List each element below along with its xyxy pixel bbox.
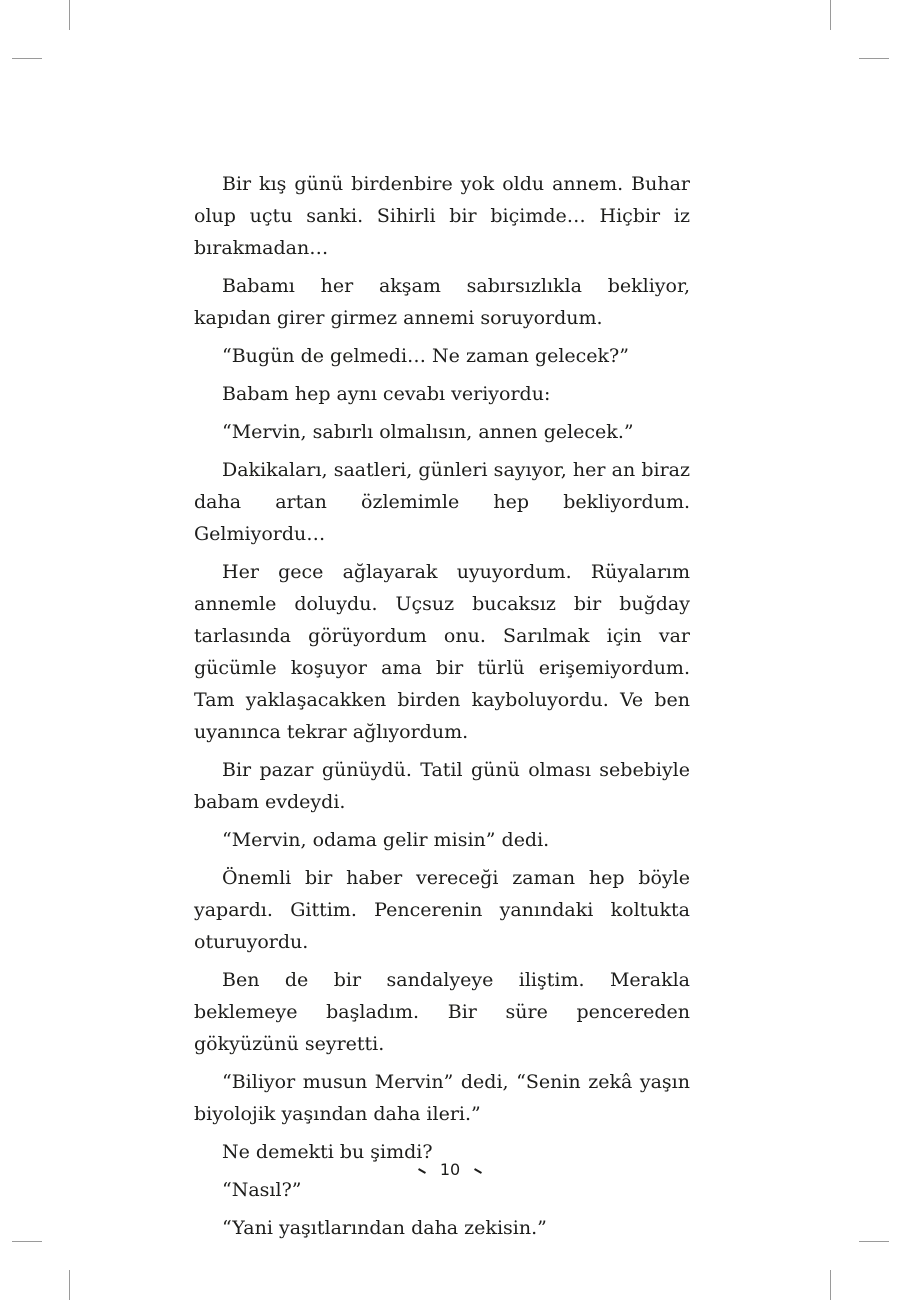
paragraph: “Nasıl?” bbox=[222, 1179, 302, 1201]
ornament-left-icon bbox=[418, 1168, 426, 1174]
paragraph: Önemli bir haber vereceği zaman hep böyle yapardı. Gittim. Pencerenin yanındaki koltukta oturuyordu. bbox=[194, 867, 690, 953]
paragraph: “Mervin, odama gelir misin” dedi. bbox=[222, 829, 550, 851]
page-number: 10 bbox=[439, 1160, 461, 1179]
paragraph: “Biliyor musun Mervin” dedi, “Senin zekâ yaşın biyolojik yaşından daha ileri.” bbox=[194, 1071, 690, 1125]
crop-mark-top-left-horizontal bbox=[12, 58, 42, 59]
crop-mark-top-left-vertical bbox=[69, 0, 70, 30]
paragraph: Her gece ağlayarak uyuyordum. Rüyalarım annemle doluydu. Uçsuz bucaksız bir buğday tarlasında görüyordum onu. Sarılmak için var gücümle koşuyor ama bir türlü erişemiyordum. Tam yaklaşacakken birden kayboluyordu. Ve ben uyanınca tekrar ağlıyordum. bbox=[194, 561, 690, 743]
paragraph: “Mervin, sabırlı olmalısın, annen gelecek.” bbox=[222, 421, 634, 443]
crop-mark-bottom-right-horizontal bbox=[859, 1241, 889, 1242]
paragraph: Bir kış günü birdenbire yok oldu annem. Buhar olup uçtu sanki. Sihirli bir biçimde… Hiçbir iz bırakmadan… bbox=[194, 173, 690, 259]
page-footer bbox=[0, 1160, 900, 1179]
paragraph: Ben de bir sandalyeye iliştim. Merakla beklemeye başladım. Bir süre pencereden gökyüzünü seyretti. bbox=[194, 969, 690, 1055]
body-text bbox=[194, 168, 690, 1250]
paragraph: Babam hep aynı cevabı veriyordu: bbox=[222, 383, 551, 405]
paragraph: Bir pazar günüydü. Tatil günü olması sebebiyle babam evdeydi. bbox=[194, 759, 690, 813]
paragraph: “Yani yaşıtlarından daha zekisin.” bbox=[222, 1217, 547, 1239]
crop-mark-top-right-horizontal bbox=[859, 58, 889, 59]
crop-mark-bottom-left-horizontal bbox=[12, 1241, 42, 1242]
crop-mark-bottom-left-vertical bbox=[69, 1270, 70, 1300]
paragraph: “Bugün de gelmedi… Ne zaman gelecek?” bbox=[222, 345, 629, 367]
paragraph: Dakikaları, saatleri, günleri sayıyor, her an biraz daha artan özlemimle hep bekliyordum. Gelmiyordu… bbox=[194, 459, 690, 545]
crop-mark-top-right-vertical bbox=[830, 0, 831, 30]
paragraph: Ne demekti bu şimdi? bbox=[222, 1141, 433, 1163]
ornament-right-icon bbox=[474, 1168, 482, 1174]
crop-mark-bottom-right-vertical bbox=[830, 1270, 831, 1300]
paragraph: Babamı her akşam sabırsızlıkla bekliyor, kapıdan girer girmez annemi soruyordum. bbox=[194, 275, 690, 329]
